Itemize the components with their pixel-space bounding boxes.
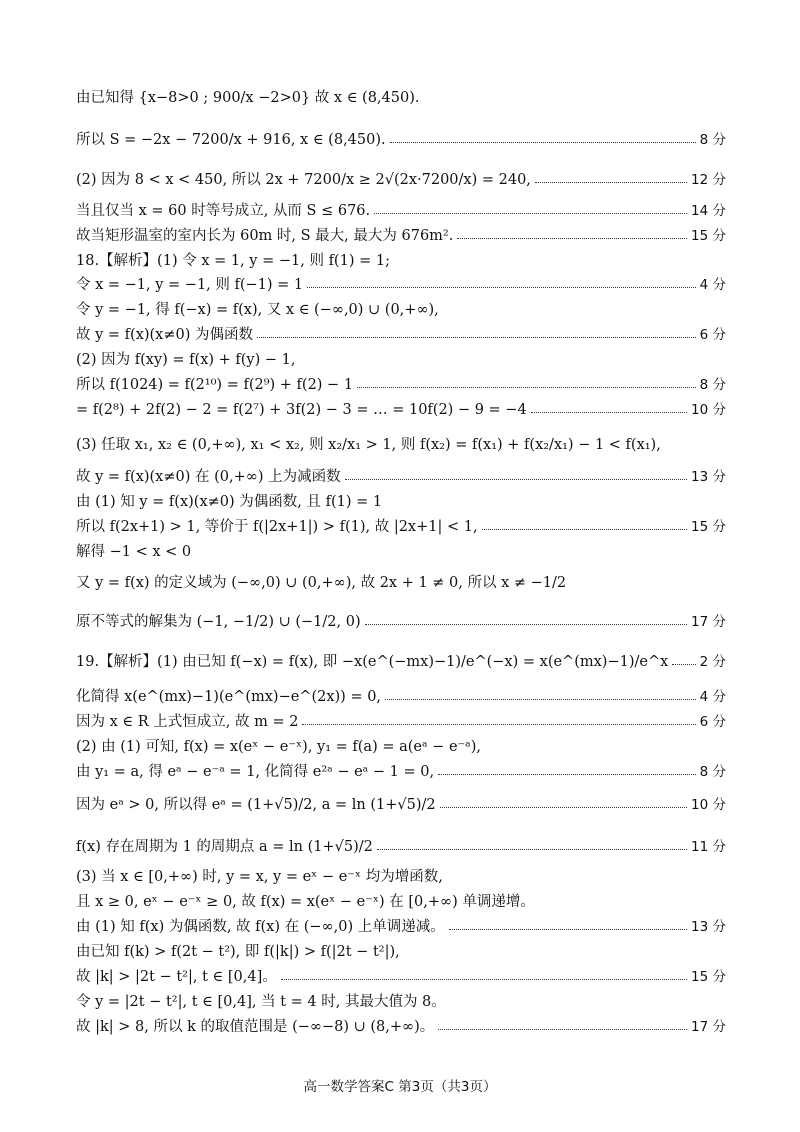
score-label: 4 分 bbox=[699, 277, 726, 293]
score-label: 12 分 bbox=[691, 172, 726, 188]
score-label: 13 分 bbox=[691, 919, 726, 935]
solution-text: (2) 由 (1) 可知, f(x) = x(eˣ − e⁻ˣ), y₁ = f(a) = a(eᵃ − e⁻ᵃ), bbox=[76, 739, 482, 755]
solution-line bbox=[76, 992, 726, 1012]
score-label: 8 分 bbox=[699, 764, 726, 780]
solution-text: 由已知得 {x−8>0 ; 900/x −2>0} 故 x ∈ (8,450). bbox=[76, 90, 420, 106]
solution-text: 当且仅当 x = 60 时等号成立, 从而 S ≤ 676. bbox=[76, 203, 371, 219]
solution-text: 化简得 x(e^(mx)−1)(e^(mx)−e^(2x)) = 0, bbox=[76, 689, 382, 705]
score-label: 15 分 bbox=[691, 519, 726, 535]
dotted-leader bbox=[457, 238, 687, 239]
solution-line bbox=[76, 170, 726, 190]
dotted-leader bbox=[438, 774, 696, 775]
score-label: 4 分 bbox=[699, 689, 726, 705]
solution-line bbox=[76, 275, 726, 295]
dotted-leader bbox=[281, 979, 687, 980]
dotted-leader bbox=[390, 142, 696, 143]
solution-line bbox=[76, 467, 726, 487]
solution-line bbox=[76, 652, 726, 672]
solution-line bbox=[76, 350, 726, 370]
solution-text: 所以 f(2x+1) > 1, 等价于 f(|2x+1|) > f(1), 故 |2x+1| < 1, bbox=[76, 519, 478, 535]
solution-line bbox=[76, 130, 726, 150]
score-label: 10 分 bbox=[691, 402, 726, 418]
solution-line bbox=[76, 375, 726, 395]
solution-text: 故 y = f(x)(x≠0) 在 (0,+∞) 上为减函数 bbox=[76, 469, 341, 485]
solution-text: 令 y = −1, 得 f(−x) = f(x), 又 x ∈ (−∞,0) ∪ (0,+∞), bbox=[76, 302, 439, 318]
solution-text: (3) 当 x ∈ [0,+∞) 时, y = x, y = eˣ − e⁻ˣ 均为增函数, bbox=[76, 869, 443, 885]
score-label: 13 分 bbox=[691, 469, 726, 485]
solution-text: 令 y = |2t − t²|, t ∈ [0,4], 当 t = 4 时, 其最大值为 8。 bbox=[76, 994, 446, 1010]
score-label: 17 分 bbox=[691, 1019, 726, 1035]
solution-line bbox=[76, 1017, 726, 1037]
score-label: 15 分 bbox=[691, 969, 726, 985]
solution-line bbox=[76, 917, 726, 937]
page-footer: 高一数学答案C 第3页（共3页） bbox=[303, 1079, 497, 1095]
solution-line bbox=[76, 517, 726, 537]
score-label: 6 分 bbox=[699, 714, 726, 730]
solution-text: 18.【解析】(1) 令 x = 1, y = −1, 则 f(1) = 1; bbox=[76, 253, 390, 269]
dotted-leader bbox=[535, 182, 687, 183]
score-label: 8 分 bbox=[699, 377, 726, 393]
solution-line bbox=[76, 325, 726, 345]
score-label: 11 分 bbox=[691, 839, 726, 855]
solution-line bbox=[76, 612, 726, 632]
solution-text: 所以 f(1024) = f(2¹⁰) = f(2⁹) + f(2) − 1 bbox=[76, 377, 354, 393]
score-label: 2 分 bbox=[699, 654, 726, 670]
score-label: 10 分 bbox=[691, 797, 726, 813]
dotted-leader bbox=[385, 699, 696, 700]
solution-text: 19.【解析】(1) 由已知 f(−x) = f(x), 即 −x(e^(−mx)−1)/e^(−x) = x(e^(mx)−1)/e^x bbox=[76, 654, 669, 670]
solution-text: 故 |k| > 8, 所以 k 的取值范围是 (−∞−8) ∪ (8,+∞)。 bbox=[76, 1019, 435, 1035]
dotted-leader bbox=[438, 1029, 687, 1030]
solution-line bbox=[76, 795, 726, 815]
solution-text: 因为 eᵃ > 0, 所以得 eᵃ = (1+√5)/2, a = ln (1+√5)/2 bbox=[76, 797, 436, 813]
solution-line bbox=[76, 300, 726, 320]
score-label: 8 分 bbox=[699, 132, 726, 148]
solution-line bbox=[76, 762, 726, 782]
solution-text: = f(2⁸) + 2f(2) − 2 = f(2⁷) + 3f(2) − 3 = … = 10f(2) − 9 = −4 bbox=[76, 402, 527, 418]
solution-text: 由 (1) 知 y = f(x)(x≠0) 为偶函数, 且 f(1) = 1 bbox=[76, 494, 383, 510]
solution-text: (3) 任取 x₁, x₂ ∈ (0,+∞), x₁ < x₂, 则 x₂/x₁ > 1, 则 f(x₂) = f(x₁) + f(x₂/x₁) − 1 < f(x₁), bbox=[76, 437, 661, 453]
solution-text: (2) 因为 8 < x < 450, 所以 2x + 7200/x ≥ 2√(2x·7200/x) = 240, bbox=[76, 172, 531, 188]
solution-text: 故 |k| > |2t − t²|, t ∈ [0,4]。 bbox=[76, 969, 277, 985]
solution-line bbox=[76, 712, 726, 732]
dotted-leader bbox=[302, 724, 695, 725]
solution-text: 由 y₁ = a, 得 eᵃ − e⁻ᵃ = 1, 化简得 e²ᵃ − eᵃ − 1 = 0, bbox=[76, 764, 435, 780]
solution-line bbox=[76, 967, 726, 987]
solution-text: 且 x ≥ 0, eˣ − e⁻ˣ ≥ 0, 故 f(x) = x(eˣ − e⁻ˣ) 在 [0,+∞) 单调递增。 bbox=[76, 894, 535, 910]
score-label: 17 分 bbox=[691, 614, 726, 630]
dotted-leader bbox=[672, 664, 695, 665]
solution-line bbox=[76, 226, 726, 246]
dotted-leader bbox=[257, 337, 696, 338]
dotted-leader bbox=[377, 849, 687, 850]
dotted-leader bbox=[345, 479, 687, 480]
solution-line bbox=[76, 867, 726, 887]
solution-text: 故 y = f(x)(x≠0) 为偶函数 bbox=[76, 327, 254, 343]
solution-line bbox=[76, 892, 726, 912]
dotted-leader bbox=[365, 624, 687, 625]
solution-text: 又 y = f(x) 的定义域为 (−∞,0) ∪ (0,+∞), 故 2x + 1 ≠ 0, 所以 x ≠ −1/2 bbox=[76, 575, 567, 591]
solution-text: 所以 S = −2x − 7200/x + 916, x ∈ (8,450). bbox=[76, 132, 386, 148]
solution-line bbox=[76, 542, 726, 562]
solution-line bbox=[76, 400, 726, 420]
score-label: 14 分 bbox=[691, 203, 726, 219]
dotted-leader bbox=[482, 529, 687, 530]
solution-line bbox=[76, 492, 726, 512]
dotted-leader bbox=[307, 287, 695, 288]
dotted-leader bbox=[374, 213, 687, 214]
dotted-leader bbox=[357, 387, 696, 388]
solution-text: 故当矩形温室的室内长为 60m 时, S 最大, 最大为 676m². bbox=[76, 228, 454, 244]
solution-line bbox=[76, 942, 726, 962]
solution-text: 原不等式的解集为 (−1, −1/2) ∪ (−1/2, 0) bbox=[76, 614, 361, 630]
score-label: 6 分 bbox=[699, 327, 726, 343]
solution-line bbox=[76, 737, 726, 757]
solution-text: 因为 x ∈ R 上式恒成立, 故 m = 2 bbox=[76, 714, 299, 730]
dotted-leader bbox=[449, 929, 687, 930]
solution-line bbox=[76, 251, 726, 271]
solution-line bbox=[76, 573, 726, 593]
solution-line bbox=[76, 435, 726, 455]
solution-line bbox=[76, 88, 726, 108]
dotted-leader bbox=[531, 412, 687, 413]
dotted-leader bbox=[440, 807, 687, 808]
solution-line bbox=[76, 687, 726, 707]
solution-text: f(x) 存在周期为 1 的周期点 a = ln (1+√5)/2 bbox=[76, 839, 373, 855]
solution-line bbox=[76, 201, 726, 221]
score-label: 15 分 bbox=[691, 228, 726, 244]
solution-text: (2) 因为 f(xy) = f(x) + f(y) − 1, bbox=[76, 352, 296, 368]
solution-text: 由 (1) 知 f(x) 为偶函数, 故 f(x) 在 (−∞,0) 上单调递减。 bbox=[76, 919, 445, 935]
solution-line bbox=[76, 837, 726, 857]
solution-text: 解得 −1 < x < 0 bbox=[76, 544, 192, 560]
solution-text: 由已知 f(k) > f(2t − t²), 即 f(|k|) > f(|2t − t²|), bbox=[76, 944, 400, 960]
solution-text: 令 x = −1, y = −1, 则 f(−1) = 1 bbox=[76, 277, 304, 293]
